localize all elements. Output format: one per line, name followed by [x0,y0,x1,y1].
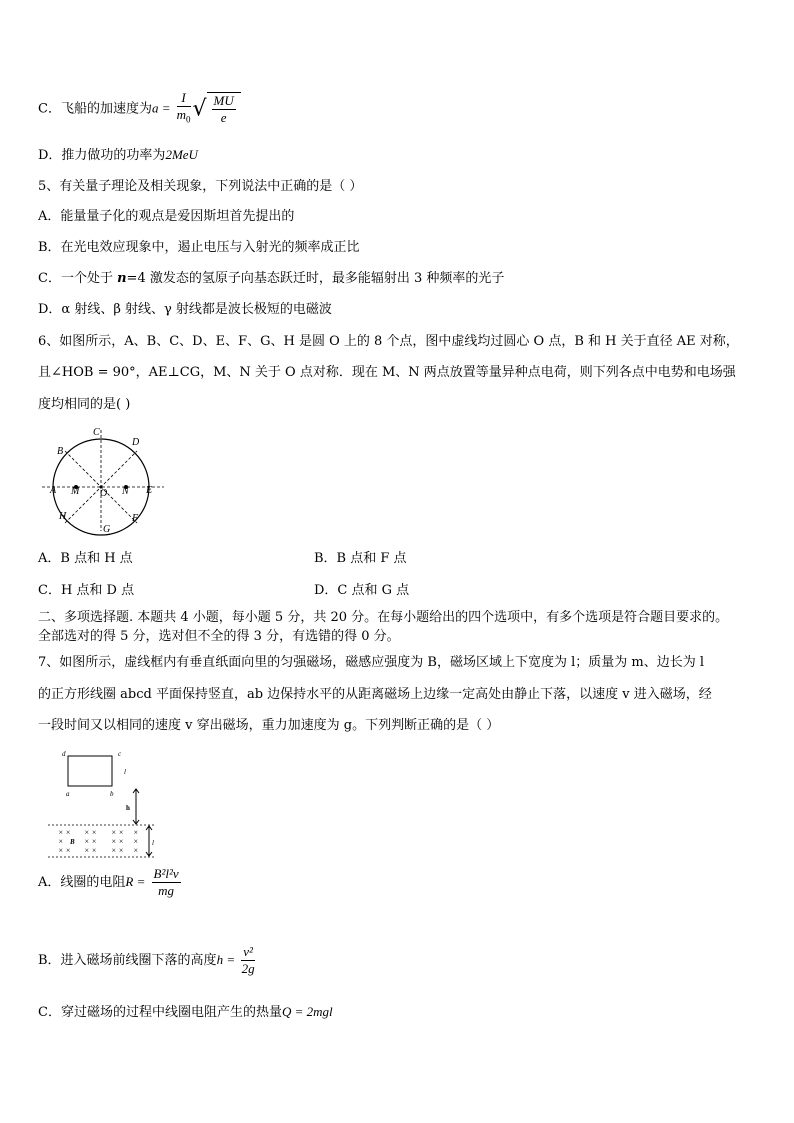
svg-text:×: × [133,846,139,855]
q7-b-text: B．进入磁场前线圈下落的高度 [38,953,217,968]
svg-text:×: × [133,828,139,837]
q7-b-numerator: v² [243,944,253,959]
svg-text:× ×: × × [111,846,124,855]
q6-label-e: E [146,485,153,496]
q6-stem-line3: 度均相同的是( ) [38,397,131,412]
q6-option-a: A．B 点和 H 点 [38,551,133,566]
q7-a-numerator: B²l²v [153,866,179,881]
svg-text:× ×: × × [58,828,71,837]
q5-option-b: B．在光电效应现象中，遏止电压与入射光的频率成正比 [38,240,360,255]
svg-text:×: × [133,837,139,846]
q7-stem-line3: 一段时间又以相同的速度 v 穿出磁场，重力加速度为 g。下列判断正确的是（ ） [38,718,500,733]
q6-option-d: D．C 点和 G 点 [314,583,410,598]
q4-c-lhs: a = [151,100,171,116]
q7-c-text: C．穿过磁场的过程中线圈电阻产生的热量 [38,1005,282,1020]
q7-a-lhs: R = [125,874,146,889]
q7-label-a: a [66,790,70,798]
q6-stem-line1: 6、如图所示，A、B、C、D、E、F、G、H 是圆 O 上的 8 个点，图中虚线均过圆心 O 点，B 和 H 关于直径 AE 对称， [38,334,739,349]
q5-option-c [38,270,504,288]
q4-c-text: C．飞船的加速度为 [38,101,152,117]
q5-option-a: A．能量量子化的观点是爱因斯坦首先提出的 [38,209,295,224]
q7-b-lhs: h = [216,952,236,967]
q4-c-den-m: m [176,107,187,122]
q6-label-a: A [50,485,57,496]
q6-label-m: M [71,486,80,497]
q7-stem-line1: 7、如图所示，虚线框内有垂直纸面向里的匀强磁场，磁感应强度为 B，磁场区域上下宽度为 l；质量为 m、边长为 l [38,655,704,670]
q4-d-formula: 2MeU [165,147,198,162]
q7-label-l-side: l [124,768,126,776]
q6-label-o: O [100,488,108,499]
q6-label-c: C [93,427,100,438]
q4-c-sqrt: √ $\frac{MU}{e}$ [193,92,241,126]
svg-text:× ×: × × [84,828,97,837]
q4-option-d [38,146,198,165]
q4-c-den-sub: 0 [186,114,191,125]
q6-circle-figure [38,424,168,536]
q6-label-b: B [57,446,64,457]
q7-a-fraction [152,866,181,899]
q7-option-a [38,866,183,899]
q7-b-denominator: 2g [241,961,255,976]
q7-label-h: h [126,804,130,812]
svg-text:× ×: × × [58,846,71,855]
q5-option-d: D．α 射线、β 射线、γ 射线都是波长极短的电磁波 [38,302,332,317]
svg-text:× ×: × × [111,837,124,846]
q7-label-d: d [62,750,66,758]
q7-c-formula: Q = 2mgl [281,1004,333,1019]
q5-c-post: =4 激发态的氢原子向基态跃迁时，最多能辐射出 3 种频率的光子 [126,271,505,286]
q7-option-b [38,944,257,977]
q7-option-c [38,1003,333,1022]
q6-label-f: F [132,513,139,524]
q4-option-c [38,90,241,128]
svg-text:× ×: × × [84,837,97,846]
q7-label-field-b: B [70,838,75,846]
q4-c-fraction [177,90,191,128]
q7-label-l-field: l [152,839,154,847]
q7-a-denominator: mg [158,883,174,898]
q6-option-c: C．H 点和 D 点 [38,583,135,598]
q5-c-n: n [117,271,127,286]
q6-label-n: N [122,486,129,497]
q6-label-h: H [59,511,67,522]
q7-stem-line2: 的正方形线圈 abcd 平面保持竖直，ab 边保持水平的从距离磁场上边缘一定高处由静止下落，以速度 v 进入磁场，经 [38,687,712,702]
svg-text:×: × [58,837,64,846]
q7-label-c: c [118,750,122,758]
q6-stem-line2: 且∠HOB = 90°，AE⊥CG，M、N 关于 O 点对称．现在 M、N 两点放置等量异种点电荷，则下列各点中电势和电场强 [38,365,736,380]
q4-c-rad-num: MU [213,92,234,108]
q6-label-d: D [132,437,140,448]
svg-text:× ×: × × [84,846,97,855]
q5-c-pre: C．一个处于 [38,271,118,286]
q4-c-denominator [177,107,191,128]
section2-heading-line1: 二、多项选择题. 本题共 4 小题，每小题 5 分，共 20 分。在每小题给出的四个选项中，有多个选项是符合题目要求的。 [38,610,729,625]
svg-text:× ×: × × [111,828,124,837]
q6-option-b: B．B 点和 F 点 [314,551,407,566]
q7-a-text: A．线圈的电阻 [38,875,126,890]
section2-heading-line2: 全部选对的得 5 分，选对但不全的得 3 分，有选错的得 0 分。 [38,629,400,644]
q4-c-numerator: I [177,90,191,107]
q4-c-rad-den: e [220,109,227,125]
q4-c-radicand [207,92,241,126]
q6-label-g: G [103,524,111,535]
q7-coil-figure [38,746,163,862]
q7-b-fraction [241,944,255,977]
q5-stem: 5、有关量子理论及相关现象，下列说法中正确的是（ ） [38,179,363,194]
q7-label-b: b [110,790,114,798]
q4-d-text: D．推力做功的功率为 [38,148,166,163]
